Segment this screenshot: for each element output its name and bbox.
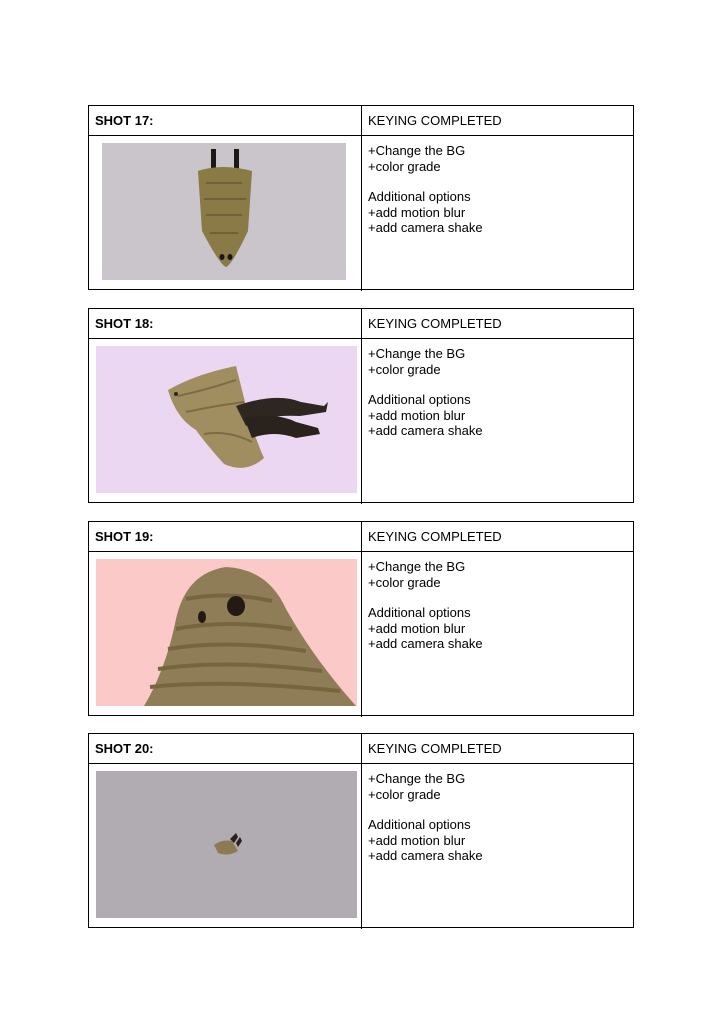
options-heading: Additional options bbox=[368, 817, 471, 832]
shot-20-table bbox=[88, 733, 634, 928]
options-heading: Additional options bbox=[368, 392, 471, 407]
option-item: +add camera shake bbox=[368, 636, 483, 651]
ghost-figure-falling bbox=[96, 346, 357, 493]
shot-notes bbox=[362, 764, 633, 929]
ghost-figure-closeup bbox=[96, 559, 357, 706]
shot-19-table bbox=[88, 521, 634, 716]
shot-18-table bbox=[88, 308, 634, 503]
shot-image-cell bbox=[89, 339, 362, 504]
shot-header-row bbox=[89, 106, 633, 136]
shot-17-thumbnail bbox=[102, 143, 346, 280]
shot-header-row bbox=[89, 522, 633, 552]
shot-image-cell bbox=[89, 136, 362, 291]
ghost-figure-upside-down bbox=[102, 143, 346, 280]
ghost-figure-distant bbox=[96, 771, 357, 918]
option-item: +add camera shake bbox=[368, 220, 483, 235]
shot-image-cell bbox=[89, 552, 362, 717]
note-item: +color grade bbox=[368, 158, 441, 174]
note-item: +color grade bbox=[368, 361, 441, 377]
option-item: +add motion blur bbox=[368, 204, 466, 220]
shot-20-thumbnail bbox=[96, 771, 357, 918]
shot-image-cell bbox=[89, 764, 362, 929]
shot-status: KEYING COMPLETED bbox=[368, 741, 502, 756]
shot-18-thumbnail bbox=[96, 346, 357, 493]
option-item: +add camera shake bbox=[368, 848, 483, 863]
shot-label: SHOT 20: bbox=[89, 734, 362, 763]
note-item: +Change the BG bbox=[368, 346, 466, 361]
shot-status: KEYING COMPLETED bbox=[368, 113, 502, 128]
option-item: +add motion blur bbox=[368, 832, 466, 848]
shot-status: KEYING COMPLETED bbox=[368, 529, 502, 544]
shot-notes bbox=[362, 339, 633, 504]
shot-17-table bbox=[88, 105, 634, 290]
note-item: +Change the BG bbox=[368, 771, 466, 786]
note-item: +color grade bbox=[368, 786, 441, 802]
shot-label: SHOT 18: bbox=[89, 309, 362, 338]
shot-notes bbox=[362, 552, 633, 717]
options-heading: Additional options bbox=[368, 189, 471, 204]
shot-19-thumbnail bbox=[96, 559, 357, 706]
shot-notes bbox=[362, 136, 633, 291]
shot-status: KEYING COMPLETED bbox=[368, 316, 502, 331]
note-item: +color grade bbox=[368, 574, 441, 590]
option-item: +add motion blur bbox=[368, 407, 466, 423]
option-item: +add motion blur bbox=[368, 620, 466, 636]
options-heading: Additional options bbox=[368, 605, 471, 620]
option-item: +add camera shake bbox=[368, 423, 483, 438]
shot-header-row bbox=[89, 309, 633, 339]
note-item: +Change the BG bbox=[368, 559, 466, 574]
shot-label: SHOT 19: bbox=[89, 522, 362, 551]
shot-header-row bbox=[89, 734, 633, 764]
note-item: +Change the BG bbox=[368, 143, 466, 158]
shot-label: SHOT 17: bbox=[89, 106, 362, 135]
